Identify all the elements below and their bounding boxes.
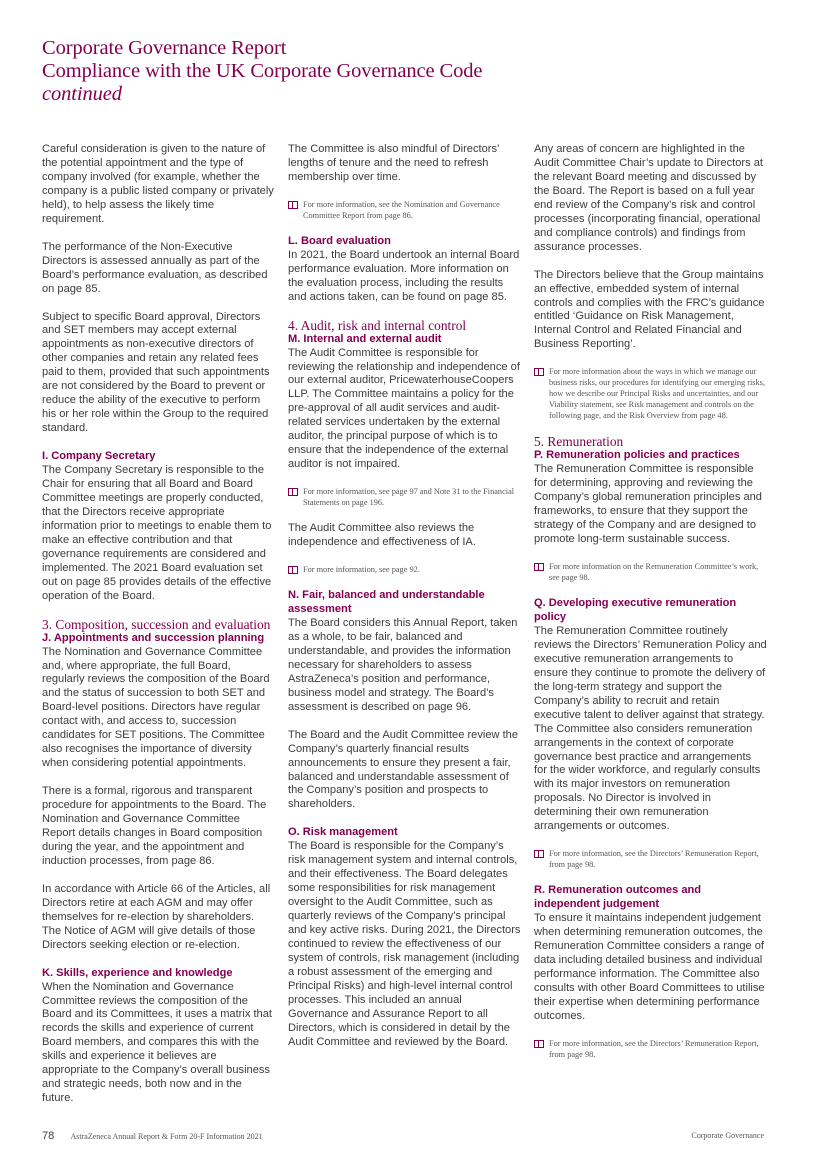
subheading-risk-management: O. Risk management [288,826,398,839]
subheading-internal-external-audit: M. Internal and external audit [288,332,442,345]
page-subtitle: Compliance with the UK Corporate Governance Code [42,60,483,82]
book-icon [288,566,298,574]
column-1 [42,143,275,1120]
subheading-board-evaluation: L. Board evaluation [288,234,391,247]
subheading-appointments: J. Appointments and succession planning [42,631,265,644]
cross-reference[interactable] [534,366,767,421]
cross-reference[interactable] [288,564,521,575]
section-heading-audit: 4. Audit, risk and internal control [288,317,467,333]
paragraph: When the Nomination and Governance Committee reviews the composition of the Board and its Committees, it uses a matrix that records the skills and experience of current Board members, and compares this with the skills and experience it believes are appropriate to the Company’s overall business and strategic needs, both now and in the future. [42,980,272,1105]
paragraph: Subject to specific Board approval, Directors and SET members may accept external appointments as non-executive directors of other companies and retain any related fees paid to them, provided that such appointments are not considered by the Board to prevent or reduce the ability of the executive to perform his or her role within the Group to the required standard. [42,310,270,435]
cross-reference-text: For more information, see page 92. [303,565,420,575]
paragraph: The Directors believe that the Group maintains an effective, embedded system of internal controls and complies with the FRC’s guidance entitled ‘Guidance on Risk Management, Internal Control and Related Financial and Business Reporting’. [534,268,765,351]
paragraph: The Company Secretary is responsible to the Chair for ensuring that all Board and Board Committee meetings are properly conducted, that the Directors receive appropriate information prior to meetings to enable them to make an effective contribution and that governance requirements are considered and implemented. The 2021 Board evaluation set out on page 85 provides details of the effective operation of the Board. [42,464,272,602]
paragraph: The Nomination and Governance Committee and, where appropriate, the full Board, regularly reviews the composition of the Board and the status of succession to both SET and Board-level positions. Directors have regular contact with, and access to, succession candidates for SET positions. The Committee also recognises the importance of diversity when considering potential appointments. [42,645,270,770]
cross-reference-text: For more information on the Remuneration Committee’s work, see page 98. [549,562,759,583]
paragraph: The Committee is also mindful of Directors’ lengths of tenure and the need to refresh membership over time. [288,143,500,183]
subheading-remuneration-policies: P. Remuneration policies and practices [534,449,740,462]
subheading-skills: K. Skills, experience and knowledge [42,966,233,979]
paragraph: In accordance with Article 66 of the Articles, all Directors retire at each AGM and may offer themselves for re-election by shareholders. The Notice of AGM will give details of those Directors seeking election or re-election. [42,882,271,951]
cross-reference[interactable] [534,561,767,583]
paragraph: The performance of the Non-Executive Directors is assessed annually as part of the Board’s performance evaluation, as described on page 85. [42,240,268,295]
paragraph: In 2021, the Board undertook an internal Board performance evaluation. More information on the evaluation process, including the results and actions taken, can be found on page 85. [288,248,520,303]
cross-reference[interactable] [288,199,521,221]
book-icon [534,850,544,858]
paragraph: The Board considers this Annual Report, taken as a whole, to be fair, balanced and understandable, and provides the information necessary for shareholders to assess AstraZeneca’s position and performance, business model and strategy. The Board’s assessment is described on page 96. [288,616,518,713]
book-icon [288,488,298,496]
paragraph: The Board is responsible for the Company’s risk management system and internal controls, and their effectiveness. The Board delegates some responsibilities for risk management oversight to the Audit Committee, such as quarterly reviews of the Company’s principal and key active risks. During 2021, the Directors continued to review the effectiveness of our system of controls, risk management (including a robust assessment of the emerging and Principal Risks) and high-level internal control processes. This included an annual Governance and Assurance Report to all Directors, which is considered in detail by the Audit Committee and reviewed by the Board. [288,840,521,1048]
cross-reference[interactable] [288,486,521,508]
page-header [42,37,482,106]
paragraph: The Audit Committee also reviews the independence and effectiveness of IA. [288,522,476,549]
subheading-company-secretary: I. Company Secretary [42,450,156,463]
section-heading-composition: 3. Composition, succession and evaluation [42,616,271,632]
cross-reference-text: For more information, see page 97 and Note 31 to the Financial Statements on page 196. [303,487,515,508]
book-icon [534,1040,544,1048]
cross-reference-text: For more information, see the Directors’ Remuneration Report, from page 98. [549,849,759,870]
cross-reference[interactable] [534,1038,767,1060]
cross-reference-text: For more information about the ways in which we manage our business risks, our procedures for identifying our emerging risks, how we describe our Principal Risks and uncertainties, and our Viability statement, see Risk management and controls on the following page, and the Risk Overview from page 48. [549,367,765,421]
paragraph: There is a formal, rigorous and transparent procedure for appointments to the Board. The Nomination and Governance Committee Report details changes in Board composition during the year, and the appointment and induction processes, from page 86. [42,785,267,867]
cross-reference-text: For more information, see the Directors’ Remuneration Report, from page 98. [549,1038,759,1059]
page-title: Corporate Governance Report [42,37,287,59]
subheading-remuneration-outcomes: R. Remuneration outcomes and independent judgement [534,884,702,911]
page-number: 78 [42,1130,55,1142]
page-footer [42,1130,764,1142]
document-title: AstraZeneca Annual Report & Form 20-F Information 2021 [70,1132,263,1141]
footer-section-link[interactable]: Corporate Governance [691,1131,764,1140]
column-2 [288,143,521,1064]
book-icon [288,201,298,209]
paragraph: The Remuneration Committee routinely reviews the Directors’ Remuneration Policy and executive remuneration arrangements to ensure they continue to promote the delivery of the long-term strategy and support the Company’s ability to recruit and retain executive talent to deliver against that strategy. The Committee also considers remuneration arrangements in the context of corporate governance best practice and arrangements for the wider workforce, and regularly consults with its major investors on remuneration proposals. No Director is involved in determining their own remuneration arrangements or outcomes. [534,624,767,833]
cross-reference-text: For more information, see the Nomination and Governance Committee Report from page 86. [303,199,500,220]
paragraph: Any areas of concern are highlighted in the Audit Committee Chair’s update to Directors at the relevant Board meeting and discussed by the Board. The Report is based on a full year end review of the Company’s risk and control processes (incorporating financial, operational and compliance controls) and findings from assurance processes. [534,143,763,253]
section-heading-remuneration: 5. Remuneration [534,434,624,450]
paragraph: Careful consideration is given to the nature of the potential appointment and the type of company involved (for example, whether the company is a public listed company or privately held), to help assess the likely time requirement. [42,143,274,225]
paragraph: The Remuneration Committee is responsible for determining, approving and reviewing the Company’s global remuneration principles and frameworks, to ensure that they support the strategy of the Company and are designed to promote long-term sustainable success. [534,463,762,546]
paragraph: To ensure it maintains independent judgement when determining remuneration outcomes, the Remuneration Committee considers a range of data including detailed business and individual performance information. The Committee also consults with other Board Committees to utilise their expertise when determining performance outcomes. [534,912,765,1022]
subheading-executive-remuneration: Q. Developing executive remuneration policy [534,597,737,623]
column-3 [534,143,767,1074]
paragraph: The Audit Committee is responsible for reviewing the relationship and independence of our external auditor, PricewaterhouseCoopers LLP. The Committee maintains a policy for the pre-approval of all audit services and audit-related services undertaken by the external auditor, the principal purpose of which is to ensure that the independence of the external auditor is not impaired. [288,346,520,471]
paragraph: The Board and the Audit Committee review the Company’s quarterly financial results announcements to ensure they present a fair, balanced and understandable assessment of the Company’s position and prospects to shareholders. [288,728,519,811]
book-icon [534,563,544,571]
subheading-fair-balanced: N. Fair, balanced and understandable assessment [288,589,485,616]
cross-reference[interactable] [534,848,767,870]
continued-label: continued [42,83,122,105]
book-icon [534,368,544,376]
